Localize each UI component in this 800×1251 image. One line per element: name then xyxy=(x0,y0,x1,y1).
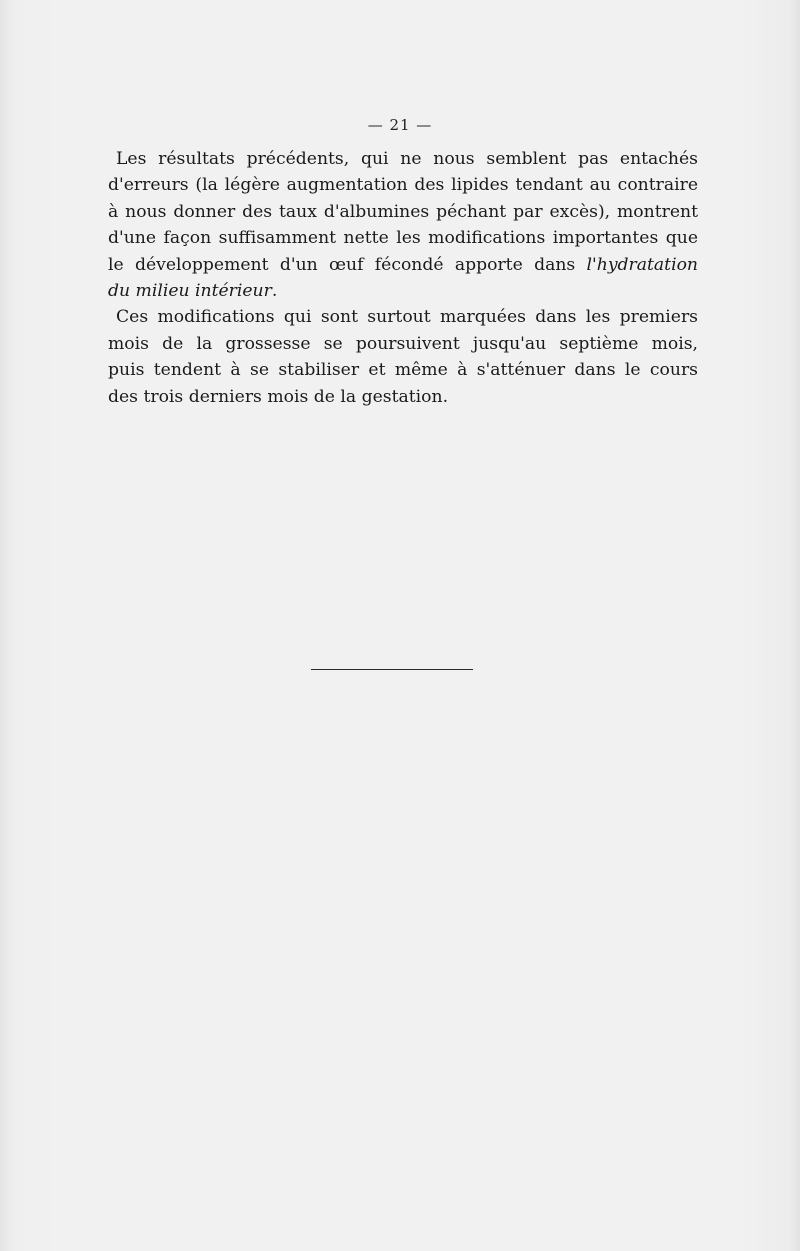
text-line xyxy=(108,331,698,357)
italic-text: l'hydratation xyxy=(586,254,698,275)
line-text: mois de la grossesse se poursuivent jusqu'au septième mois, xyxy=(108,333,698,354)
body-text xyxy=(108,146,698,410)
text-line xyxy=(108,146,698,172)
text-line xyxy=(108,199,698,225)
line-text: Ces modifications qui sont surtout marquées dans les premiers xyxy=(116,307,698,328)
text-line xyxy=(108,304,698,330)
text-line xyxy=(108,172,698,198)
line-text: puis tendent à se stabiliser et même à s'atténuer dans le cours xyxy=(108,360,698,381)
italic-text: du milieu intérieur xyxy=(108,280,272,301)
line-text: d'erreurs (la légère augmentation des lipides tendant au contraire xyxy=(108,175,698,196)
line-text: le développement d'un œuf fécondé apporte dans xyxy=(108,254,587,275)
line-text: Les résultats précédents, qui ne nous semblent pas entachés xyxy=(116,149,698,169)
text-line xyxy=(108,384,698,410)
text-line xyxy=(108,278,698,304)
text-line xyxy=(108,225,698,251)
line-text: à nous donner des taux d'albumines péchant par excès), montrent xyxy=(108,201,698,222)
line-text: . xyxy=(271,280,278,301)
line-text: des trois derniers mois de la gestation. xyxy=(108,386,449,407)
paragraph-modifications xyxy=(108,304,698,410)
text-line xyxy=(108,357,698,383)
page-number: — 21 — xyxy=(367,116,433,134)
text-line xyxy=(108,252,698,278)
paragraph-results xyxy=(108,146,698,304)
line-text: d'une façon suffisamment nette les modifications importantes que xyxy=(108,228,698,249)
section-divider xyxy=(311,669,473,670)
